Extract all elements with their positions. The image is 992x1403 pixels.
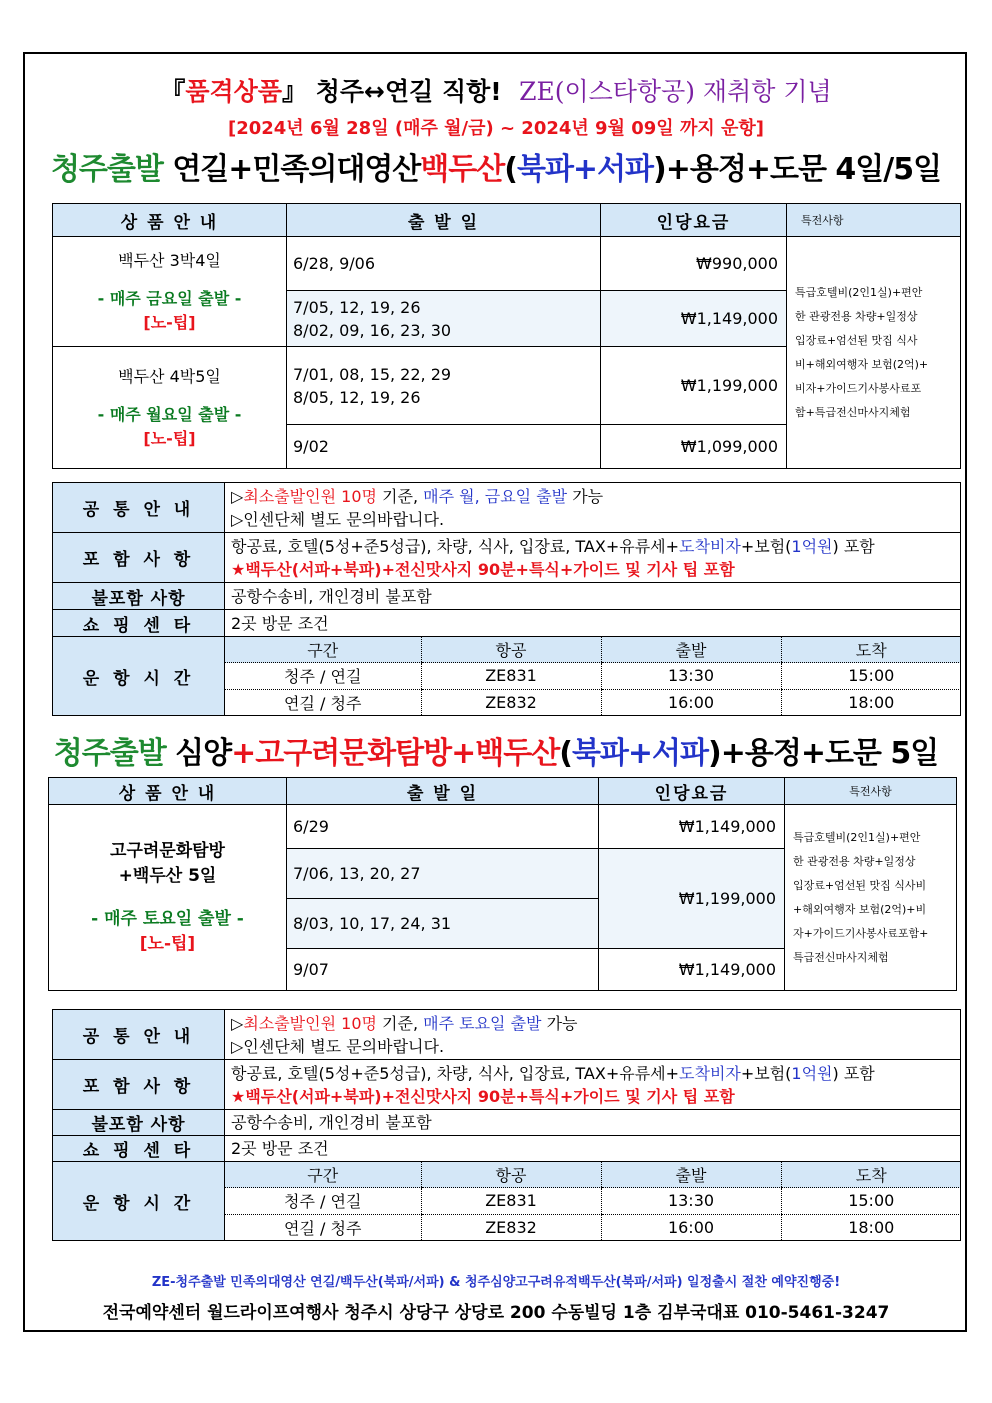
price-cell: ₩990,000 [601,237,787,291]
include-label: 포 함 사 항 [53,533,225,583]
exclude-label: 불포함 사항 [53,583,225,610]
header-benefit: 특전사항 [785,778,957,805]
flight-header: 출발 [601,1162,781,1188]
flight-row: 연길 / 청주 ZE832 16:00 18:00 [225,1214,961,1240]
footer-notice: ZE-청주출발 민족의대영산 연길/백두산(북파/서파) & 청주심양고구려유적백두산(북파/서파) 일정출시 절찬 예약진행중! [151,1275,841,1290]
flight-header: 항공 [421,637,601,663]
common-value: ▷최소출발인원 10명 기준, 매주 월, 금요일 출발 가능 ▷인센단체 별도 문의바랍니다. [225,483,961,533]
dates-row: 8/03, 10, 17, 24, 31 [287,899,599,949]
flight-header: 구간 [225,637,421,663]
flight-row: 연길 / 청주 ZE832 16:00 18:00 [225,689,961,715]
flight-header: 도착 [781,1162,961,1188]
flight-header: 구간 [225,1162,421,1188]
dates-row: 7/05, 12, 19, 26 8/02, 09, 16, 23, 30 [287,291,601,347]
exclude-value: 공항수송비, 개인경비 불포함 [225,583,961,610]
info1-table [52,482,961,716]
flight-label: 운 항 시 간 [53,1162,225,1241]
common-label: 공 통 안 내 [53,483,225,533]
flight-schedule [225,1162,961,1241]
shop-label: 쇼 핑 센 타 [53,1136,225,1162]
include-value: 항공료, 호텔(5성+준5성급), 차량, 식사, 입장료, TAX+유류세+도착비자+보험(1억원) 포함 ★백두산(서파+북파)+전신맛사지 90분+특식+가이드 및 기사 팁 포함 [225,1060,961,1110]
header-dates: 출 발 일 [287,204,601,237]
flight-schedule [225,637,961,716]
include-value: 항공료, 호텔(5성+준5성급), 차량, 식사, 입장료, TAX+유류세+도착비자+보험(1억원) 포함 ★백두산(서파+북파)+전신맛사지 90분+특식+가이드 및 기사 팁 포함 [225,533,961,583]
flight-row: 청주 / 연길 ZE831 13:30 15:00 [225,663,961,689]
flight-header: 출발 [601,637,781,663]
common-value: ▷최소출발인원 10명 기준, 매주 토요일 출발 가능 ▷인센단체 별도 문의바랍니다. [225,1010,961,1060]
shop-value: 2곳 방문 조건 [225,610,961,637]
shop-label: 쇼 핑 센 타 [53,610,225,637]
shop-value: 2곳 방문 조건 [225,1136,961,1162]
price-cell: ₩1,199,000 [599,849,785,949]
header-price: 인당요금 [601,204,787,237]
info2-table [52,1009,961,1241]
dates-row: 9/07 [287,949,599,991]
flight-header: 항공 [421,1162,601,1188]
header-product: 상 품 안 내 [53,204,287,237]
product2-table [48,777,957,991]
dates-row: 7/01, 08, 15, 22, 29 8/05, 12, 19, 26 [287,347,601,425]
page-title: 『품격상품』 청주↔연길 직항! ZE(이스타항공) 재취항 기념 [160,77,832,106]
price-cell: ₩1,149,000 [599,949,785,991]
price-cell: ₩1,149,000 [601,291,787,347]
footer-contact: 전국예약센터 월드라이프여행사 청주시 상당구 상당로 200 수동빌딩 1층 김부국대표 010-5461-3247 [102,1303,890,1323]
common-label: 공 통 안 내 [53,1010,225,1060]
price-cell: ₩1,199,000 [601,347,787,425]
include-label: 포 함 사 항 [53,1060,225,1110]
header-benefit: 특전사항 [787,204,961,237]
flight-header: 도착 [781,637,961,663]
exclude-label: 불포함 사항 [53,1110,225,1136]
price-cell: ₩1,099,000 [601,425,787,469]
header-dates: 출 발 일 [287,778,599,805]
product1-title: 청주출발 연길+민족의대영산백두산(북파+서파)+용정+도문 4일/5일 [50,152,942,187]
operation-period: [2024년 6월 28일 (매주 월/금) ~ 2024년 9월 09일 까지 운항] [227,118,764,139]
product2-title: 청주출발 심양+고구려문화탐방+백두산(북파+서파)+용정+도문 5일 [53,736,939,771]
product1-table [52,203,961,469]
dates-row: 6/28, 9/06 [287,237,601,291]
product1-group-4n5d: 백두산 4박5일 - 매주 월요일 출발 - [노-팁] [53,347,287,469]
flight-row: 청주 / 연길 ZE831 13:30 15:00 [225,1188,961,1214]
dates-row: 6/29 [287,805,599,849]
header-price: 인당요금 [599,778,785,805]
product2-group: 고구려문화탐방 +백두산 5일 - 매주 토요일 출발 - [노-팁] [49,805,287,991]
dates-row: 9/02 [287,425,601,469]
flight-label: 운 항 시 간 [53,637,225,716]
header-product: 상 품 안 내 [49,778,287,805]
product1-group-3n4d: 백두산 3박4일 - 매주 금요일 출발 - [노-팁] [53,237,287,347]
benefit-note: 특급호텔비(2인1실)+편안 한 관광전용 차량+일정상 입장료+엄선된 맛집 식사비 +해외여행자 보험(2억)+비 자+가이드기사봉사료포함+ 특급전신마사지체험 [785,805,957,991]
dates-row: 7/06, 13, 20, 27 [287,849,599,899]
benefit-note: 특급호텔비(2인1실)+편안 한 관광전용 차량+일정상 입장료+엄선된 맛집 식사 비+해외여행자 보험(2억)+ 비자+가이드기사봉사료포 함+특급전신마사지체험 [787,237,961,469]
price-cell: ₩1,149,000 [599,805,785,849]
exclude-value: 공항수송비, 개인경비 불포함 [225,1110,961,1136]
